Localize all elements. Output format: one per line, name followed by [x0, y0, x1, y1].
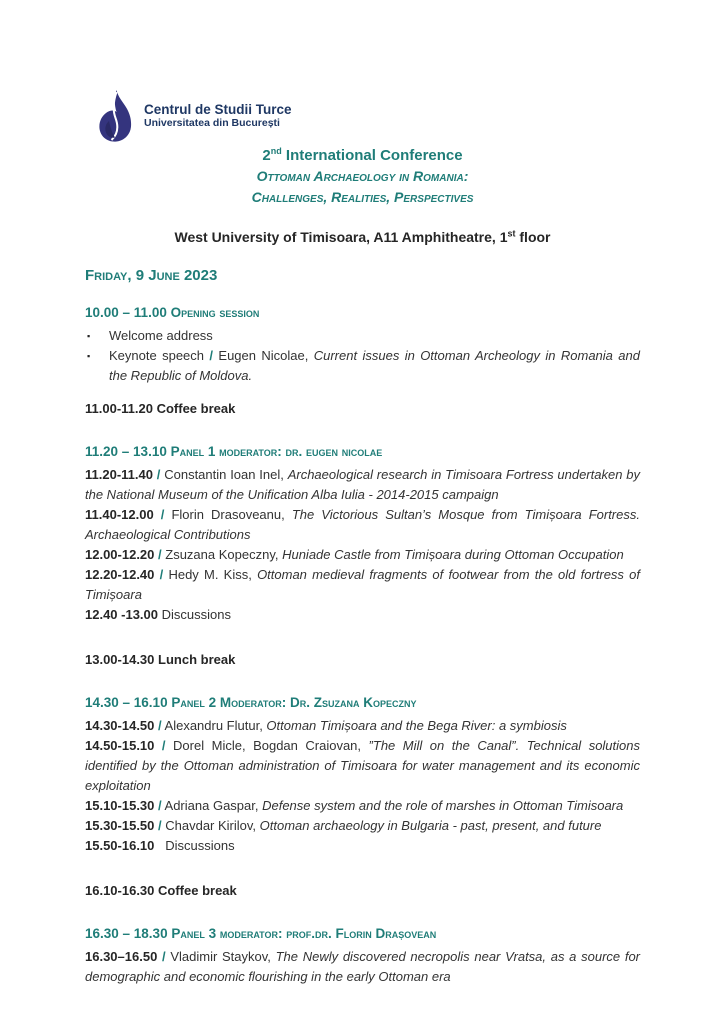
talk-title: Defense system and the role of marshes in Ottoman Timisoara	[262, 798, 624, 813]
welcome-address-text: Welcome address	[109, 328, 213, 343]
talk-row	[85, 947, 640, 987]
talk-speakers: Vladimir Staykov,	[165, 949, 276, 964]
lunch-break	[85, 650, 640, 670]
keynote-item	[85, 346, 640, 386]
talk-time: 11.40-12.00	[85, 507, 161, 522]
conference-subtitle-line1: Ottoman Archaeology in Romania:	[256, 168, 469, 184]
talk-row	[85, 505, 640, 545]
keynote-speaker: Eugen Nicolae,	[213, 348, 314, 363]
talk-time: 12.00-12.20	[85, 547, 159, 562]
venue-line	[85, 227, 640, 247]
slash-separator: /	[156, 467, 161, 482]
talk-time: 15.10-15.30	[85, 798, 159, 813]
talk-title: Ottoman Timișoara and the Bega River: a symbiosis	[266, 718, 567, 733]
opening-session	[85, 303, 640, 386]
slash-separator: /	[161, 738, 166, 753]
bullet-icon: ▪	[87, 351, 91, 361]
talk-speakers: Adriana Gaspar,	[161, 798, 263, 813]
break-label: Coffee break	[154, 883, 237, 898]
talk-time: 14.30-14.50	[85, 718, 159, 733]
logo-org-name: Centrul de Studii Turce	[144, 102, 292, 117]
talk-title: Ottoman medieval fragments of footwear from the old fortress of Timișoara	[85, 567, 640, 602]
conference-number: 2	[262, 147, 271, 164]
venue-ordinal: st	[507, 228, 516, 239]
date-heading: Friday, 9 June 2023	[85, 267, 218, 284]
venue-floor: floor	[515, 229, 551, 245]
talk-row	[85, 465, 640, 505]
talk-row	[85, 796, 640, 816]
talk-time: 11.20-11.40	[85, 467, 157, 482]
talk-speakers: Zsuzana Kopeczny,	[161, 547, 283, 562]
talk-row	[85, 565, 640, 605]
conference-title	[85, 145, 640, 166]
break-label: Coffee break	[152, 401, 236, 416]
panel-3	[85, 924, 640, 987]
venue-text: West University of Timisoara, A11 Amphitheatre, 1	[174, 229, 508, 245]
keynote-text	[109, 346, 640, 386]
talk-speakers: Dorel Micle, Bogdan Craiovan,	[165, 738, 369, 753]
logo-university-name: Universitatea din București	[144, 117, 280, 129]
slash-separator: /	[160, 507, 165, 522]
break-time: 16.10-16.30	[85, 883, 155, 898]
discussions-time: 15.50-16.10	[85, 838, 155, 853]
discussions-time: 12.40 -13.00	[85, 607, 162, 622]
talk-time: 16.30–16.50	[85, 949, 163, 964]
discussions-row	[85, 836, 640, 856]
opening-session-list	[85, 326, 640, 386]
talk-row	[85, 816, 640, 836]
break-label: Lunch break	[154, 652, 236, 667]
panel-3-heading: 16.30 – 18.30 Panel 3 moderator: prof.dr. Florin Drașovean	[85, 926, 437, 941]
talk-speakers: Alexandru Flutur,	[161, 718, 267, 733]
talk-title: The Newly discovered necropolis near Vratsa, as a source for demographic and economic flourishing in the early Ottoman era	[85, 949, 641, 984]
coffee-break-1	[85, 399, 640, 419]
panel-1	[85, 442, 640, 625]
panel-1-heading: 11.20 – 13.10 Panel 1 moderator: dr. eugen nicolae	[85, 444, 383, 459]
slash-separator: /	[158, 798, 162, 813]
keynote-talk-title: Current issues in Ottoman Archeology in Romania and the Republic of Moldova.	[109, 348, 640, 383]
coffee-break-2	[85, 881, 640, 901]
slash-separator: /	[162, 949, 166, 964]
talk-title: Huniade Castle from Timișoara during Ottoman Occupation	[282, 547, 624, 562]
talk-time: 14.50-15.10	[85, 738, 162, 753]
slash-separator: /	[158, 547, 162, 562]
tulip-icon	[95, 90, 135, 143]
discussions-label: Discussions	[154, 838, 235, 853]
talk-title: The Victorious Sultan’s Mosque from Timișoara Fortress. Archaeological Contributions	[85, 507, 640, 542]
logo-text	[144, 102, 292, 130]
slash-separator: /	[209, 348, 214, 363]
talk-speakers: Chavdar Kirilov,	[161, 818, 260, 833]
conference-number-ordinal: nd	[270, 146, 282, 156]
opening-session-heading: 10.00 – 11.00 Opening session	[85, 305, 260, 320]
panel-2-heading: 14.30 – 16.10 Panel 2 Moderator: Dr. Zsuzana Kopeczny	[85, 695, 417, 710]
talk-row	[85, 736, 640, 796]
bullet-icon: ▪	[87, 331, 91, 341]
talk-title: Archaeological research in Timisoara Fortress undertaken by the National Museum of the Unification Alba Iulia - 2014-2015 campaign	[85, 467, 640, 502]
welcome-address-item	[85, 326, 640, 346]
talk-speakers: Constantin Ioan Inel,	[160, 467, 288, 482]
discussions-label: Discussions	[161, 607, 231, 622]
break-time: 13.00-14.30	[85, 652, 155, 667]
talk-row	[85, 716, 640, 736]
discussions-row	[85, 605, 640, 625]
logo	[95, 88, 640, 144]
slash-separator: /	[158, 718, 162, 733]
conference-title-block	[85, 145, 640, 208]
conference-subtitle-line2: Challenges, Realities, Perspectives	[251, 189, 474, 205]
slash-separator: /	[159, 567, 164, 582]
talk-speakers: Florin Drasoveanu,	[164, 507, 292, 522]
talk-time: 15.30-15.50	[85, 818, 159, 833]
slash-separator: /	[158, 818, 162, 833]
talk-title: Ottoman archaeology in Bulgaria - past, present, and future	[259, 818, 602, 833]
talk-row	[85, 545, 640, 565]
break-time: 11.00-11.20	[85, 401, 153, 416]
talk-title: ”The Mill on the Canal”. Technical solutions identified by the Ottoman administration of Timisoara for water management and its economic exploitation	[85, 738, 640, 793]
talk-time: 12.20-12.40	[85, 567, 160, 582]
keynote-label: Keynote speech	[109, 348, 210, 363]
talk-speakers: Hedy M. Kiss,	[163, 567, 258, 582]
panel-2	[85, 693, 640, 856]
conference-title-text: International Conference	[281, 147, 463, 164]
